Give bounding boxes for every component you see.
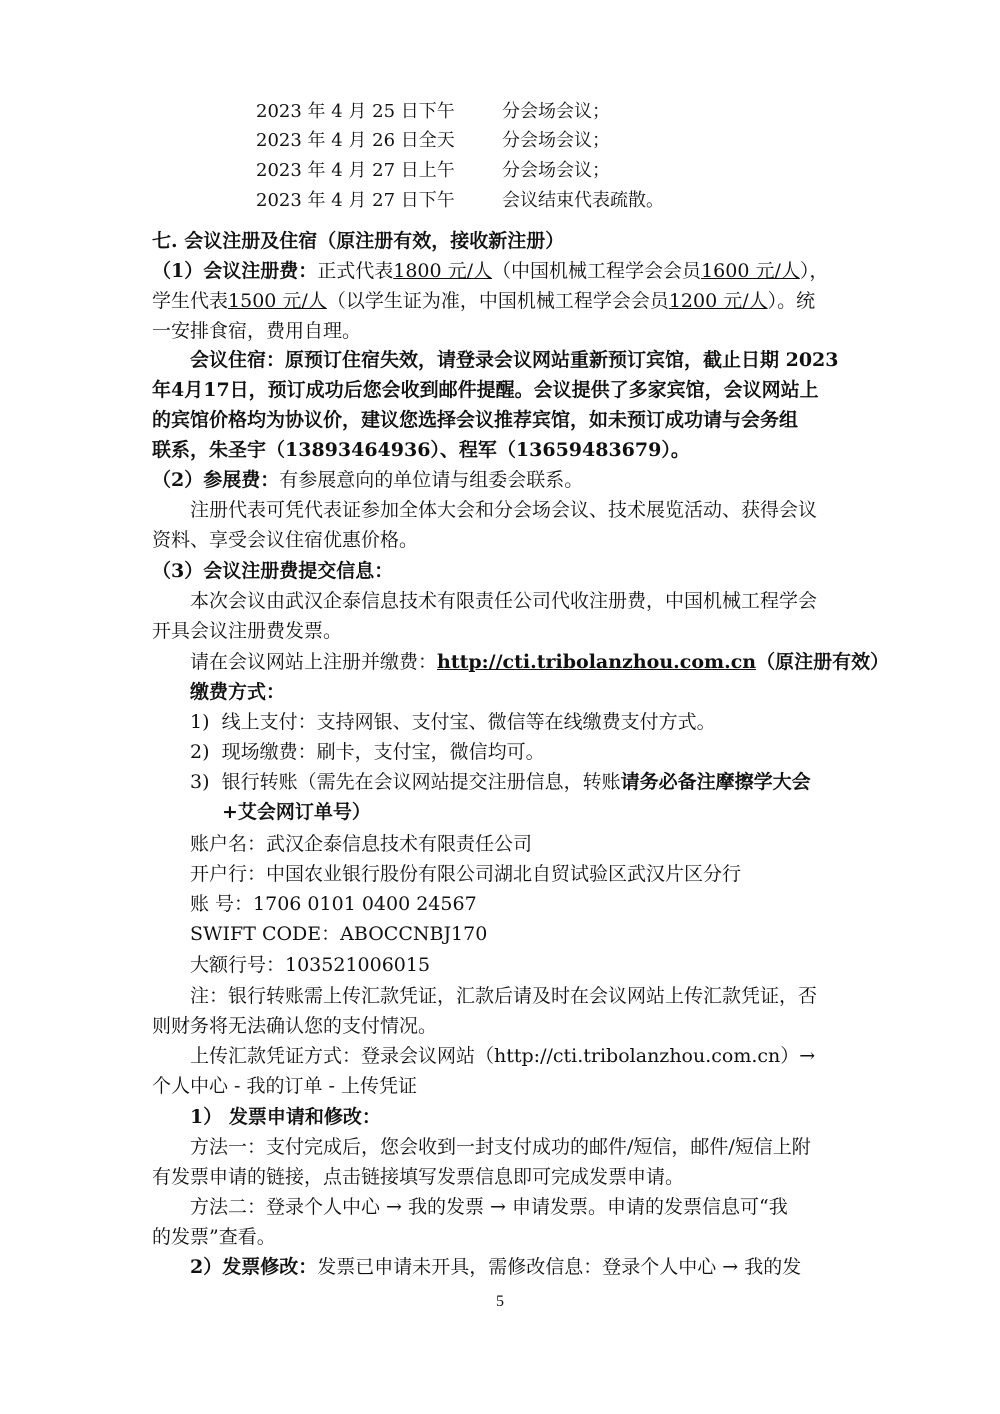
section-heading: 七. 会议注册及住宿（原注册有效，接收新注册） xyxy=(152,230,565,252)
invoice-method-1-line-2: 有发票申请的链接，点击链接填写发票信息即可完成发票申请。 xyxy=(152,1166,685,1188)
invoice-label: 1） 发票申请和修改： xyxy=(190,1106,381,1128)
page-number: 5 xyxy=(496,1293,504,1310)
schedule-event: 会议结束代表疏散。 xyxy=(502,190,664,211)
fee-text: （以学生证为准，中国机械工程学会会员 xyxy=(326,290,669,312)
method-text: 现场缴费：刷卡，支付宝，微信均可。 xyxy=(221,741,545,763)
upload-line-2: 个人中心 - 我的订单 - 上传凭证 xyxy=(152,1075,417,1097)
note-line-2: 则财务将无法确认您的支付情况。 xyxy=(152,1015,438,1037)
fee-line-2 xyxy=(152,286,852,316)
upload-line-1: 上传汇款凭证方式：登录会议网站（http://cti.tribolanzhou.com.cn）→ xyxy=(190,1045,816,1067)
bank-name: 开户行：中国农业银行股份有限公司湖北自贸试验区武汉片区分行 xyxy=(190,863,742,885)
lodging-line-4: 联系，朱圣宇（13893464936）、程军（13659483679）。 xyxy=(152,439,690,461)
exhibit-text: 有参展意向的单位请与组委会联系。 xyxy=(279,469,584,491)
exhibit-note-2: 资料、享受会议住宿优惠价格。 xyxy=(152,529,419,551)
methods-label: 缴费方式： xyxy=(190,681,286,703)
fee-text: ）。统 xyxy=(767,290,816,312)
schedule-date: 2023 年 4 月 27 日下午 xyxy=(256,190,455,211)
schedule-date: 2023 年 4 月 27 日上午 xyxy=(256,160,455,181)
exhibit-note-1: 注册代表可凭代表证参加全体大会和分会场会议、技术展览活动、获得会议 xyxy=(190,499,818,521)
register-suffix: （原注册有效） xyxy=(756,651,890,673)
method-1 xyxy=(190,707,890,737)
register-link[interactable]: http://cti.tribolanzhou.com.cn xyxy=(437,651,757,673)
fee-label: （1）会议注册费： xyxy=(152,260,318,282)
fee-text: 学生代表 xyxy=(152,290,229,312)
fee-text: （中国机械工程学会会员 xyxy=(492,260,702,282)
method-3-continued: +艾会网订单号） xyxy=(222,801,371,823)
large-bank-number: 大额行号：103521006015 xyxy=(190,954,431,976)
exhibit-label: （2）参展费： xyxy=(152,469,280,491)
schedule-event: 分会场会议； xyxy=(502,160,610,181)
submit-text-1: 本次会议由武汉企泰信息技术有限责任公司代收注册费，中国机械工程学会 xyxy=(190,590,818,612)
submit-text-2: 开具会议注册费发票。 xyxy=(152,620,343,642)
invoice-method-2-line-2: 的发票”查看。 xyxy=(152,1226,276,1248)
schedule-event: 分会场会议； xyxy=(502,101,610,122)
fee-text: ）， xyxy=(799,260,829,282)
method-text: 线上支付：支持网银、支付宝、微信等在线缴费支付方式。 xyxy=(221,711,716,733)
method-number: 1) xyxy=(190,711,210,733)
fee-amount: 1200 元/人 xyxy=(668,290,768,312)
exhibit-line xyxy=(152,465,852,495)
register-prefix: 请在会议网站上注册并缴费： xyxy=(190,651,438,673)
method-text-bold: 请务必备注摩擦学大会 xyxy=(620,771,811,793)
method-number: 3) xyxy=(190,771,210,793)
method-number: 2) xyxy=(190,741,210,763)
schedule-event: 分会场会议； xyxy=(502,130,610,151)
lodging-line-3: 的宾馆价格均为协议价，建议您选择会议推荐宾馆，如未预订成功请与会务组 xyxy=(152,409,799,431)
invoice-method-1-line-1: 方法一：支付完成后，您会收到一封支付成功的邮件/短信，邮件/短信上附 xyxy=(190,1136,811,1158)
fee-line-3: 一安排食宿，费用自理。 xyxy=(152,320,362,342)
schedule-date: 2023 年 4 月 25 日下午 xyxy=(256,101,455,122)
fee-amount: 1500 元/人 xyxy=(228,290,327,312)
fee-line-1 xyxy=(152,256,852,286)
invoice-modify-text: 发票已申请未开具，需修改信息：登录个人中心 → 我的发 xyxy=(317,1256,802,1278)
fee-amount: 1800 元/人 xyxy=(393,260,493,282)
account-number: 账 号：1706 0101 0400 24567 xyxy=(190,893,477,915)
invoice-modify-line xyxy=(190,1252,890,1282)
fee-amount: 1600 元/人 xyxy=(701,260,800,282)
lodging-line-2: 年4月17日，预订成功后您会收到邮件提醒。会议提供了多家宾馆，会议网站上 xyxy=(152,379,819,401)
invoice-modify-label: 2）发票修改： xyxy=(190,1256,318,1278)
method-3 xyxy=(190,767,890,797)
method-2 xyxy=(190,737,890,767)
register-line xyxy=(190,647,890,677)
account-name: 账户名：武汉企泰信息技术有限责任公司 xyxy=(190,833,533,855)
submit-label: （3）会议注册费提交信息： xyxy=(152,560,394,582)
note-line-1: 注：银行转账需上传汇款凭证，汇款后请及时在会议网站上传汇款凭证，否 xyxy=(190,985,818,1007)
fee-text: 正式代表 xyxy=(317,260,394,282)
swift-code: SWIFT CODE：ABOCCNBJ170 xyxy=(190,923,488,945)
method-text: 银行转账（需先在会议网站提交注册信息，转账 xyxy=(221,771,621,793)
schedule-date: 2023 年 4 月 26 日全天 xyxy=(256,130,455,151)
lodging-line-1: 会议住宿：原预订住宿失效，请登录会议网站重新预订宾馆，截止日期 2023 xyxy=(190,349,839,371)
invoice-method-2-line-1: 方法二：登录个人中心 → 我的发票 → 申请发票。申请的发票信息可“我 xyxy=(190,1196,788,1218)
